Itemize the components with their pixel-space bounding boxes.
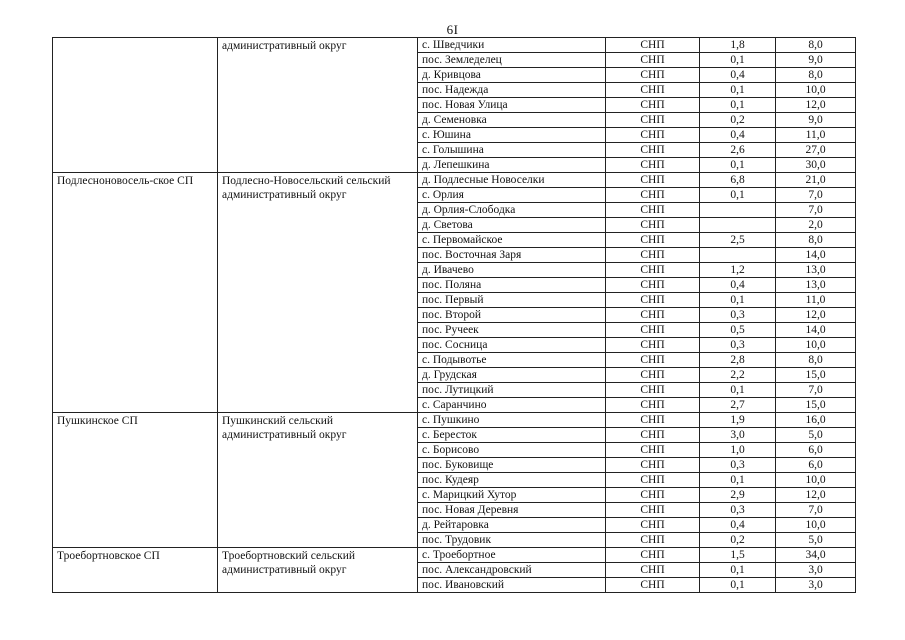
settlement-name: д. Семеновка [418,113,606,128]
settlement-type: СНП [606,83,700,98]
settlement-name: пос. Новая Улица [418,98,606,113]
value-1: 6,8 [700,173,776,188]
value-2: 34,0 [776,548,856,563]
value-1: 0,2 [700,113,776,128]
settlement-name: с. Марицкий Хутор [418,488,606,503]
settlement-type: СНП [606,263,700,278]
table-row [53,413,856,428]
value-1: 0,5 [700,323,776,338]
value-1: 1,8 [700,38,776,53]
value-1: 1,0 [700,443,776,458]
settlement-type: СНП [606,308,700,323]
settlement-name: пос. Трудовик [418,533,606,548]
settlement-name: пос. Земледелец [418,53,606,68]
settlement-name: пос. Надежда [418,83,606,98]
settlement-type: СНП [606,428,700,443]
value-1: 2,2 [700,368,776,383]
value-1: 0,1 [700,98,776,113]
value-2: 21,0 [776,173,856,188]
settlement-name: пос. Ручеек [418,323,606,338]
settlement-name: пос. Александровский [418,563,606,578]
value-2: 27,0 [776,143,856,158]
rural-settlement-name: Подлесноновосель-ское СП [53,173,218,413]
value-1: 0,3 [700,338,776,353]
table-row [53,173,856,188]
settlement-type: СНП [606,353,700,368]
value-1: 0,1 [700,578,776,593]
value-2: 9,0 [776,113,856,128]
value-1: 1,5 [700,548,776,563]
table-row [53,38,856,53]
settlement-name: с. Шведчики [418,38,606,53]
administrative-district-name: Троебортновский сельский административный округ [218,548,418,593]
settlement-type: СНП [606,413,700,428]
settlements-table [52,37,856,593]
settlement-name: д. Грудская [418,368,606,383]
settlement-type: СНП [606,548,700,563]
settlement-name: пос. Ивановский [418,578,606,593]
value-2: 6,0 [776,458,856,473]
value-2: 3,0 [776,563,856,578]
settlement-name: с. Подывотье [418,353,606,368]
settlement-name: пос. Восточная Заря [418,248,606,263]
value-1: 2,7 [700,398,776,413]
value-1: 0,2 [700,533,776,548]
value-1: 1,2 [700,263,776,278]
settlement-name: с. Голышина [418,143,606,158]
value-1: 0,1 [700,83,776,98]
value-2: 11,0 [776,128,856,143]
administrative-district-name: административный округ [218,38,418,173]
value-2: 8,0 [776,353,856,368]
value-2: 12,0 [776,488,856,503]
settlement-type: СНП [606,38,700,53]
settlement-type: СНП [606,338,700,353]
rural-settlement-name [53,38,218,173]
value-2: 8,0 [776,233,856,248]
settlement-name: с. Первомайское [418,233,606,248]
value-1: 3,0 [700,428,776,443]
value-1: 2,6 [700,143,776,158]
value-1: 0,1 [700,188,776,203]
settlement-name: д. Рейтаровка [418,518,606,533]
value-2: 12,0 [776,98,856,113]
settlement-type: СНП [606,233,700,248]
value-1 [700,218,776,233]
settlement-type: СНП [606,53,700,68]
value-2: 11,0 [776,293,856,308]
settlement-type: СНП [606,458,700,473]
value-1: 0,1 [700,53,776,68]
value-2: 8,0 [776,68,856,83]
settlement-name: пос. Второй [418,308,606,323]
settlement-name: с. Пушкино [418,413,606,428]
settlement-type: СНП [606,383,700,398]
value-2: 6,0 [776,443,856,458]
settlement-type: СНП [606,473,700,488]
value-2: 7,0 [776,203,856,218]
settlement-type: СНП [606,68,700,83]
value-1: 0,1 [700,158,776,173]
settlement-type: СНП [606,488,700,503]
value-1: 1,9 [700,413,776,428]
settlement-type: СНП [606,203,700,218]
page-number: 6I [446,22,459,37]
value-2: 14,0 [776,248,856,263]
value-1: 0,4 [700,128,776,143]
settlement-type: СНП [606,323,700,338]
rural-settlement-name: Троебортновское СП [53,548,218,593]
settlement-name: д. Орлия-Слободка [418,203,606,218]
value-2: 15,0 [776,398,856,413]
settlement-name: д. Кривцова [418,68,606,83]
value-1: 2,5 [700,233,776,248]
value-2: 15,0 [776,368,856,383]
value-2: 10,0 [776,338,856,353]
settlement-type: СНП [606,368,700,383]
rural-settlement-name: Пушкинское СП [53,413,218,548]
value-2: 10,0 [776,518,856,533]
value-2: 7,0 [776,503,856,518]
value-1 [700,248,776,263]
settlement-type: СНП [606,278,700,293]
settlement-name: пос. Первый [418,293,606,308]
settlement-name: д. Лепешкина [418,158,606,173]
value-2: 7,0 [776,383,856,398]
settlements-table-body [53,38,856,593]
settlement-type: СНП [606,248,700,263]
settlement-type: СНП [606,443,700,458]
value-1: 0,1 [700,383,776,398]
settlement-name: пос. Новая Деревня [418,503,606,518]
settlement-name: д. Ивачево [418,263,606,278]
value-2: 5,0 [776,428,856,443]
value-2: 13,0 [776,263,856,278]
table-row [53,548,856,563]
settlement-type: СНП [606,158,700,173]
value-1: 0,1 [700,563,776,578]
value-2: 12,0 [776,308,856,323]
value-1: 0,4 [700,518,776,533]
settlement-type: СНП [606,218,700,233]
settlement-type: СНП [606,188,700,203]
value-2: 9,0 [776,53,856,68]
value-2: 13,0 [776,278,856,293]
settlement-name: пос. Буковище [418,458,606,473]
administrative-district-name: Пушкинский сельский административный округ [218,413,418,548]
value-2: 2,0 [776,218,856,233]
value-1: 0,3 [700,308,776,323]
settlement-type: СНП [606,398,700,413]
value-2: 16,0 [776,413,856,428]
settlement-name: пос. Лутицкий [418,383,606,398]
settlement-type: СНП [606,143,700,158]
value-2: 3,0 [776,578,856,593]
settlement-name: с. Бересток [418,428,606,443]
value-2: 14,0 [776,323,856,338]
value-1: 2,9 [700,488,776,503]
value-2: 8,0 [776,38,856,53]
value-1: 0,1 [700,473,776,488]
settlement-type: СНП [606,98,700,113]
value-2: 10,0 [776,83,856,98]
settlement-name: пос. Сосница [418,338,606,353]
settlement-type: СНП [606,113,700,128]
settlement-name: с. Орлия [418,188,606,203]
settlement-name: д. Подлесные Новоселки [418,173,606,188]
value-2: 7,0 [776,188,856,203]
settlement-name: пос. Кудеяр [418,473,606,488]
value-1: 0,3 [700,458,776,473]
settlement-type: СНП [606,533,700,548]
settlement-type: СНП [606,128,700,143]
settlement-type: СНП [606,293,700,308]
value-1: 2,8 [700,353,776,368]
settlement-name: с. Саранчино [418,398,606,413]
value-2: 5,0 [776,533,856,548]
settlement-name: с. Борисово [418,443,606,458]
settlement-type: СНП [606,563,700,578]
administrative-district-name: Подлесно-Новосельский сельский административный округ [218,173,418,413]
settlement-type: СНП [606,578,700,593]
value-2: 30,0 [776,158,856,173]
settlement-type: СНП [606,503,700,518]
settlement-type: СНП [606,518,700,533]
value-2: 10,0 [776,473,856,488]
value-1: 0,4 [700,68,776,83]
settlement-name: с. Юшина [418,128,606,143]
settlement-name: д. Светова [418,218,606,233]
value-1: 0,3 [700,503,776,518]
value-1 [700,203,776,218]
value-1: 0,4 [700,278,776,293]
settlement-type: СНП [606,173,700,188]
settlement-name: с. Троебортное [418,548,606,563]
value-1: 0,1 [700,293,776,308]
settlement-name: пос. Поляна [418,278,606,293]
